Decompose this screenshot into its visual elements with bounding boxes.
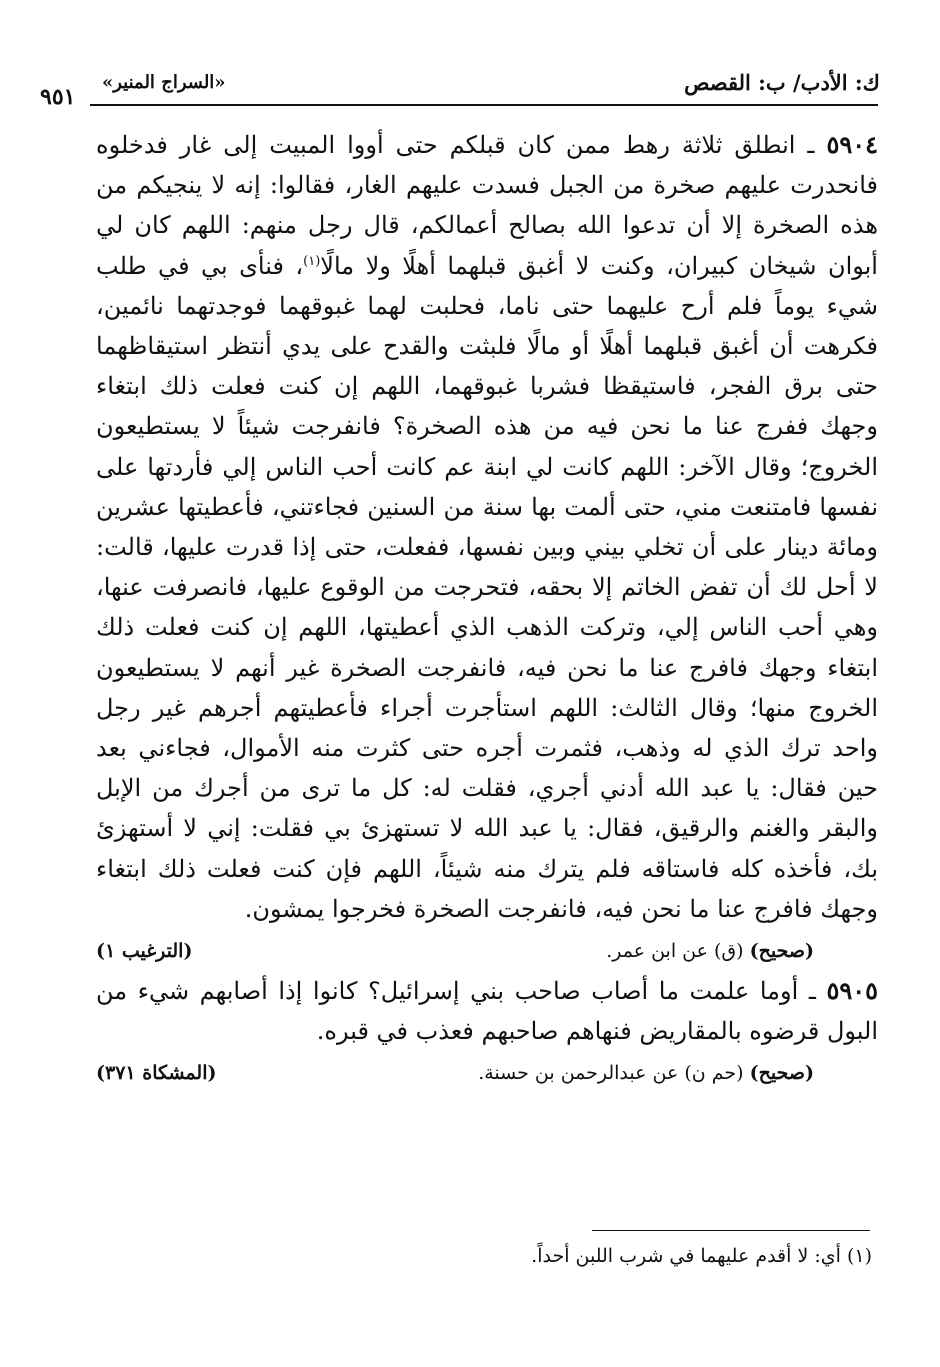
header-divider [90,104,878,106]
book-title: «السراج المنير» [102,72,226,93]
page-number: ٩٥١ [40,84,76,110]
footnote-marker: (١) [303,253,321,269]
grade-label: (صحيح) [749,940,814,963]
grade-reference: (الترغيب ١) [96,940,193,963]
grading-row [96,933,878,969]
grading [606,933,814,969]
footnote-divider [592,1230,870,1231]
hadith-number: ٥٩٠٥ [826,976,878,1006]
chapter-title: ك: الأدب/ ب: القصص [684,70,880,95]
grading-row [96,1055,878,1091]
hadith-paragraph [96,971,878,1051]
hadith-text: ـ انطلق ثلاثة رهط ممن كان قبلكم حتى أووا المبيت إلى غار فدخلوه فانحدرت عليهم صخرة من الجبل فسدت عليهم الغار، فقالوا: إنه لا ينجيكم من هذه الصخرة إلا أن تدعوا الله بصالح أعمالكم، قال رجل منهم: اللهم كان لي أبوان شيخان كبيران، وكنت لا أغبق قبلهما أهلًا ولا مالًا [96,131,878,280]
main-text [96,125,878,1093]
hadith-paragraph [96,125,878,929]
hadith-number: ٥٩٠٤ [826,130,878,159]
page-header [40,70,880,110]
footnote [272,1240,872,1272]
hadith-text-continued: ، فنأى بي في طلب شيء يوماً فلم أرح عليهما حتى ناما، فحلبت لهما غبوقهما فوجدتهما نائمين، فكرهت أن أغبق قبلهما أهلًا أو مالًا فلبثت والقدح على يدي أنتظر استيقاظهما حتى برق الفجر، فاستيقظا فشربا غبوقهما، اللهم إن كنت فعلت ذلك ابتغاء وجهك ففرج عنا ما نحن فيه من هذه الصخرة؟ فانفرجت شيئاً لا يستطيعون الخروج؛ وقال الآخر: اللهم كانت لي ابنة عم كانت أحب الناس إلي فأردتها على نفسها فامتنعت مني، حتى ألمت بها سنة من السنين فجاءتني، فأعطيتها عشرين ومائة دينار على أن تخلي بيني وبين نفسها، ففعلت، حتى إذا قدرت عليها، قالت: لا أحل لك أن تفض الخاتم إلا بحقه، فتحرجت من الوقوع عليها، فانصرفت عنها، وهي أحب الناس إلي، وتركت الذهب الذي أعطيتها، اللهم إن كنت فعلت ذلك ابتغاء وجهك فافرج عنا ما نحن فيه، فانفرجت الصخرة غير أنهم لا يستطيعون الخروج منها؛ وقال الثالث: اللهم استأجرت أجراء فأعطيتهم أجرهم غير رجل واحد ترك الذي له وذهب، فثمرت أجره حتى كثرت منه الأموال، فجاءني بعد حين فقال: يا عبد الله أدني أجري، فقلت له: كل ما ترى من أجرك من الإبل والبقر والغنم والرقيق، فقال: يا عبد الله لا تستهزئ بي فقلت: إني لا أستهزئ بك، فأخذه كله فاستاقه فلم يترك منه شيئاً، اللهم فإن كنت فعلت ذلك ابتغاء وجهك فافرج عنا ما نحن فيه، فانفرجت الصخرة فخرجوا يمشون. [96,251,879,923]
grade-reference: (المشكاة ٣٧١) [96,1062,217,1085]
grade-source: (ق) عن ابن عمر. [606,940,750,963]
grading [478,1055,814,1091]
hadith-text: ـ أوما علمت ما أصاب صاحب بني إسرائيل؟ كانوا إذا أصابهم شيء من البول قرضوه بالمقاريض فنهاهم صاحبهم فعذب في قبره. [96,977,878,1046]
footnote-number: (١) [846,1245,872,1267]
footnote-text: أي: لا أقدم عليهما في شرب اللبن أحداً. [531,1245,847,1267]
grade-source: (حم ن) عن عبدالرحمن بن حسنة. [478,1062,750,1085]
grade-label: (صحيح) [749,1062,814,1085]
